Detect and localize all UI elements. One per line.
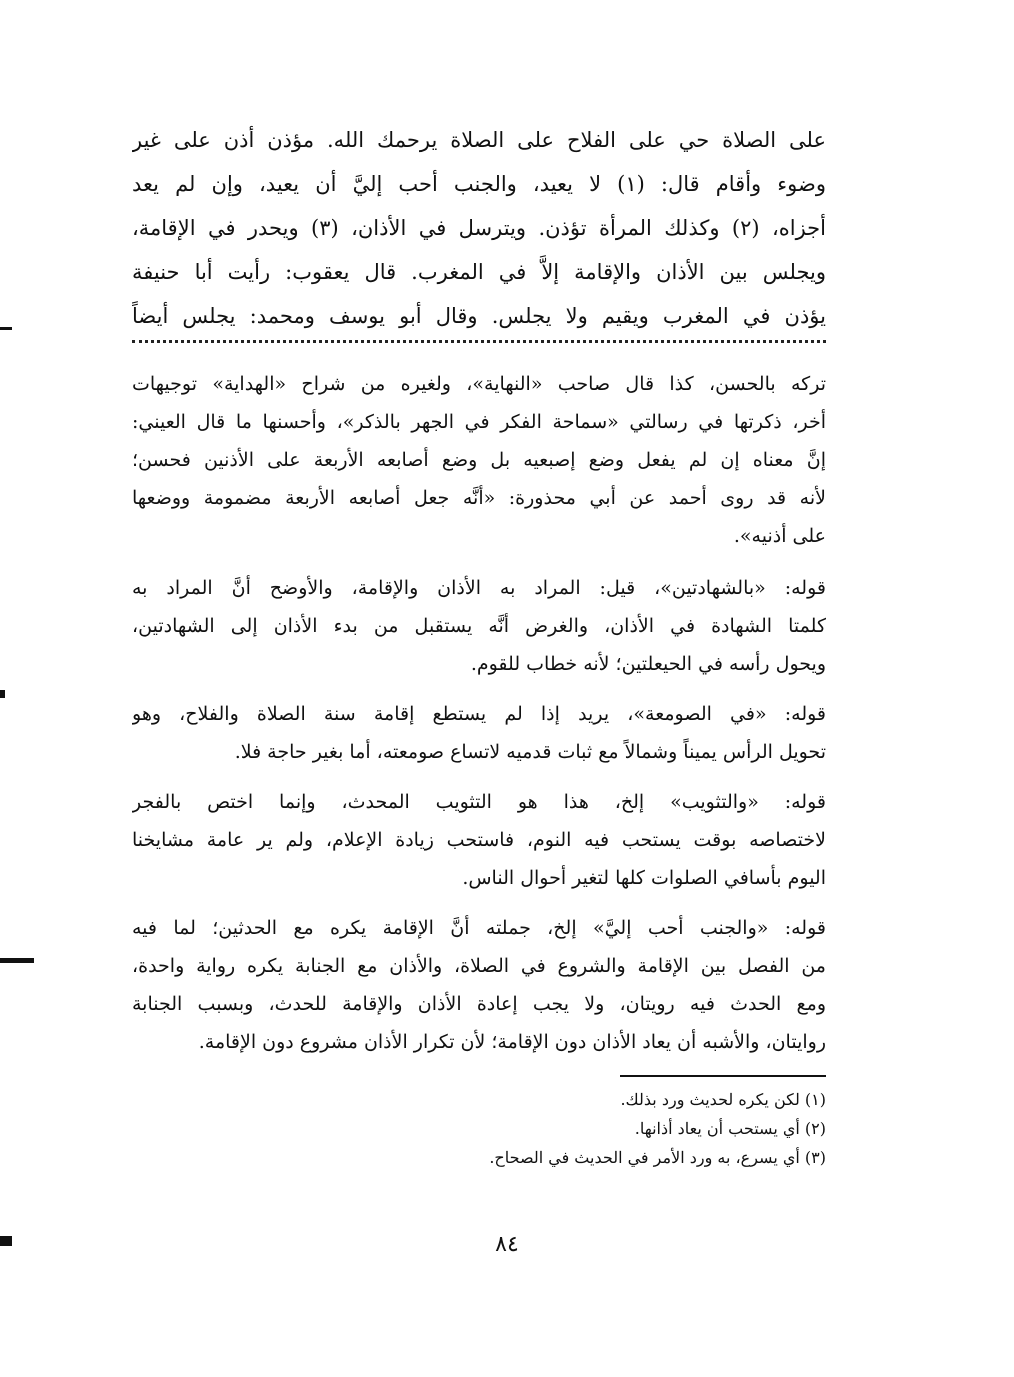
commentary-line: لأنه قد روى أحمد عن أبي محذورة: «أنَّه جعل أصابعه الأربعة مضمومة ووضعها: [132, 487, 826, 509]
commentary-line: اليوم بأسافي الصلوات كلها لتغير أحوال الناس.: [462, 867, 826, 889]
footnote: (١) لكن يكره لحديث ورد بذلك.: [620, 1090, 826, 1109]
commentary-line: لاختصاصه بوقت يستحب فيه النوم، فاستحب زيادة الإعلام، ولم ير عامة مشايخنا: [132, 829, 826, 851]
footnote: (٢) أي يستحب أن يعاد أذانها.: [634, 1119, 826, 1138]
footnotes: [132, 1085, 826, 1172]
commentary-line: قوله: «والجنب أحب إليَّ» إلخ، جملته أنَّ الإقامة يكره مع الحدثين؛ لما فيه: [132, 917, 826, 939]
commentary-paragraph: [132, 695, 826, 771]
scan-mark: [0, 958, 34, 963]
main-text-line: أجزاه، (٢) وكذلك المرأة تؤذن. ويترسل في الأذان، (٣) ويحدر في الإقامة،: [132, 216, 826, 240]
scan-mark: [0, 690, 5, 698]
main-text-line: وضوء وأقام قال: (١) لا يعيد، والجنب أحب إليَّ أن يعيد، وإن لم يعد: [132, 172, 826, 196]
commentary-line: قوله: «والتثويب» إلخ، هذا هو التثويب المحدث، وإنما اختص بالفجر: [132, 791, 826, 813]
main-text-line: ويجلس بين الأذان والإقامة إلاَّ في المغرب. قال يعقوب: رأيت أبا حنيفة: [132, 260, 826, 284]
footnote: (٣) أي يسرع، به ورد الأمر في الحديث في الصحاح.: [489, 1148, 826, 1167]
footnote-rule: [620, 1075, 826, 1077]
commentary-line: تحويل الرأس يميناً وشمالاً مع ثبات قدميه لاتساع صومعته، أما بغير حاجة فلا.: [234, 741, 826, 763]
main-text-line: على الصلاة حي على الفلاح على الصلاة يرحمك الله. مؤذن أذن على غير: [132, 128, 826, 152]
commentary-paragraph: [132, 365, 826, 555]
main-text: [132, 118, 826, 338]
commentary-paragraph: [132, 909, 826, 1061]
commentary-line: كلمتا الشهادة في الأذان، والغرض أنَّه يستقبل من بدء الأذان إلى الشهادتين،: [132, 615, 826, 637]
commentary: [132, 365, 826, 1061]
dotted-separator: [132, 340, 826, 357]
commentary-paragraph: [132, 569, 826, 683]
commentary-paragraph: [132, 783, 826, 897]
commentary-line: قوله: «بالشهادتين»، قيل: المراد به الأذان والإقامة، والأوضح أنَّ المراد به: [132, 577, 826, 599]
book-page: [132, 118, 826, 1172]
commentary-line: تركه بالحسن، كذا قال صاحب «النهاية»، ولغيره من شراح «الهداية» توجيهات: [132, 373, 826, 395]
commentary-line: ويحول رأسه في الحيعلتين؛ لأنه خطاب للقوم.: [470, 653, 826, 675]
commentary-line: إنَّ معناه إن لم يفعل وضع إصبعيه بل وضع أصابعه الأربعة على الأذنين فحسن؛: [132, 449, 826, 471]
commentary-line: من الفصل بين الإقامة والشروع في الصلاة، والأذان مع الجنابة يكره رواية واحدة،: [132, 955, 826, 977]
commentary-line: أخر، ذكرتها في رسالتي «سماحة الفكر في الجهر بالذكر»، وأحسنها ما قال العيني:: [132, 411, 826, 433]
commentary-line: ومع الحدث فيه رويتان، ولا يجب إعادة الأذان والإقامة للحدث، وبسبب الجنابة: [132, 993, 826, 1015]
commentary-line: روايتان، والأشبه أن يعاد الأذان دون الإقامة؛ لأن تكرار الأذان مشروع دون الإقامة.: [198, 1031, 826, 1053]
commentary-line: على أذنيه».: [733, 525, 826, 547]
commentary-line: قوله: «في الصومعة»، يريد إذا لم يستطع إقامة سنة الصلاة والفلاح، وهو: [132, 703, 826, 725]
main-text-line: يؤذن في المغرب ويقيم ولا يجلس. وقال أبو يوسف ومحمد: يجلس أيضاً: [132, 304, 826, 328]
scan-mark: [0, 327, 12, 330]
page-number: ٨٤: [495, 1232, 519, 1257]
